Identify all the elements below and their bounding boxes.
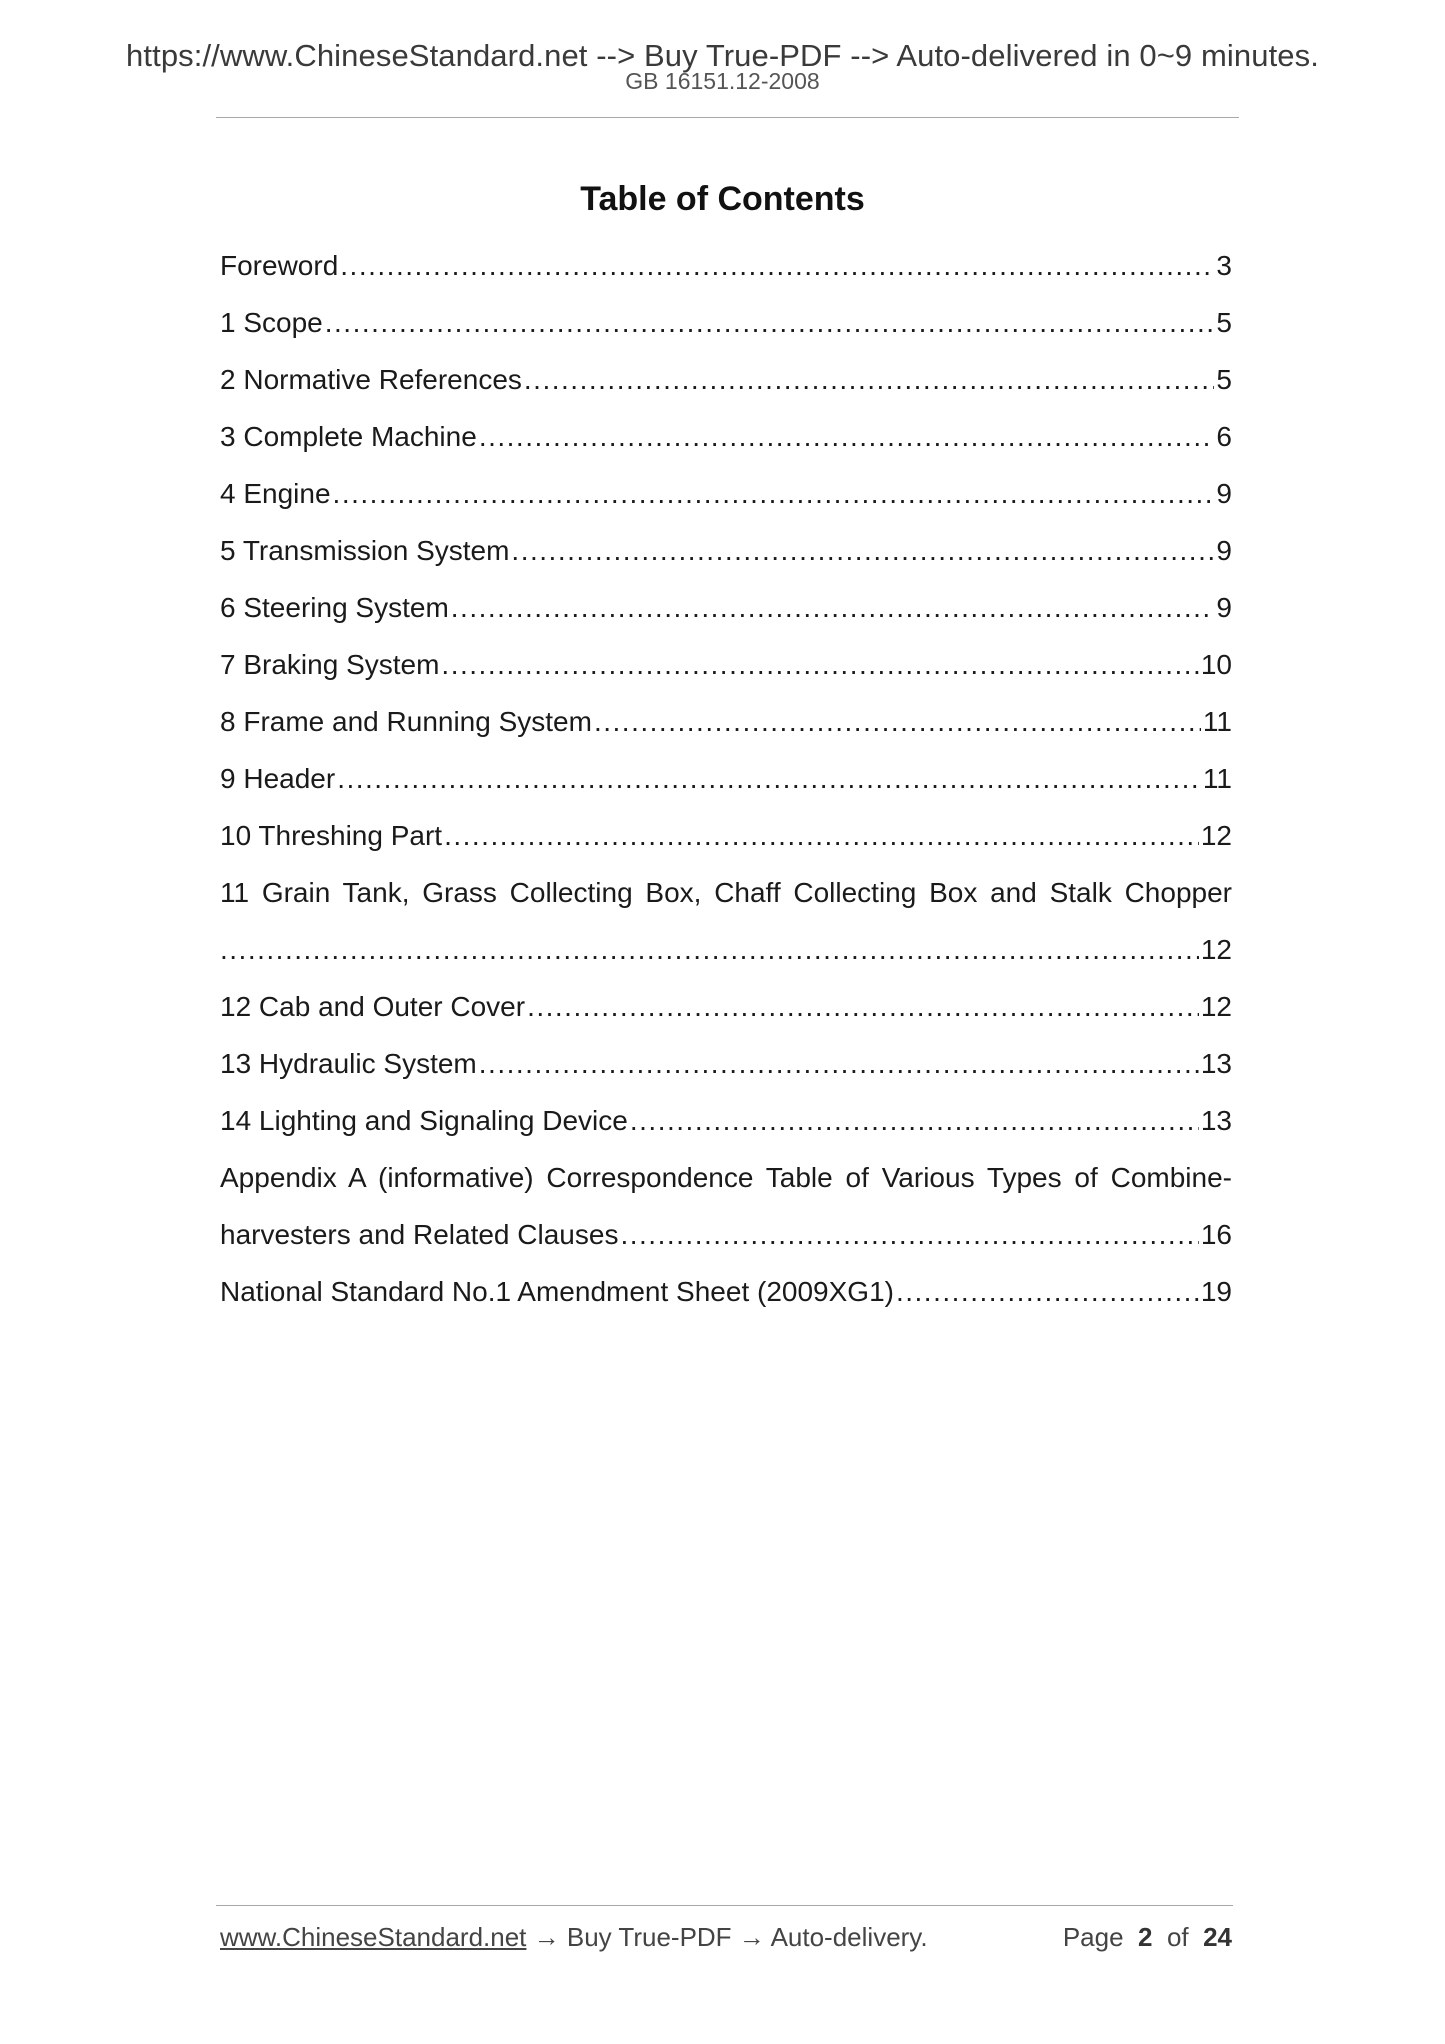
toc-entry-amendment-sheet[interactable] bbox=[220, 1272, 1232, 1329]
toc-entry-scope[interactable] bbox=[220, 303, 1232, 360]
toc-entry-page: 13 bbox=[1200, 1105, 1232, 1136]
toc-entry-page: 5 bbox=[1216, 307, 1232, 338]
toc-entry-label: 4 Engine bbox=[220, 478, 331, 509]
toc-entry-grain-tank-line2[interactable] bbox=[220, 930, 1232, 987]
toc-entry-frame-and-running-system[interactable] bbox=[220, 702, 1232, 759]
toc-leader-dots bbox=[630, 1101, 1199, 1141]
toc-entry-complete-machine[interactable] bbox=[220, 417, 1232, 474]
toc-entry-page: 16 bbox=[1200, 1219, 1232, 1250]
toc-leader-dots bbox=[527, 987, 1199, 1027]
toc-entry-label: 13 Hydraulic System bbox=[220, 1048, 477, 1079]
toc-leader-dots bbox=[333, 474, 1215, 514]
toc-title: Table of Contents bbox=[580, 180, 865, 218]
toc-entry-page: 11 bbox=[1202, 706, 1232, 737]
footer-tagline: → Buy True-PDF → Auto-delivery. bbox=[526, 1922, 928, 1952]
toc-leader-dots bbox=[511, 531, 1214, 571]
toc-entry-label: National Standard No.1 Amendment Sheet (2009XG1) bbox=[220, 1276, 894, 1307]
document-code: GB 16151.12-2008 bbox=[625, 68, 820, 94]
toc-entry-page: 12 bbox=[1200, 820, 1232, 851]
toc-entry-page: 13 bbox=[1200, 1048, 1232, 1079]
toc-leader-dots bbox=[594, 702, 1201, 742]
toc-entry-foreword[interactable] bbox=[220, 246, 1232, 303]
toc-entry-page: 11 bbox=[1202, 763, 1232, 794]
toc-entry-grain-tank-line1[interactable] bbox=[220, 873, 1232, 930]
toc-leader-dots bbox=[325, 303, 1215, 343]
toc-entry-cab-and-outer-cover[interactable] bbox=[220, 987, 1232, 1044]
page-total: 24 bbox=[1203, 1922, 1232, 1952]
toc-leader-dots bbox=[451, 588, 1215, 628]
source-banner: https://www.ChineseStandard.net --> Buy True-PDF --> Auto-delivered in 0~9 minutes. bbox=[126, 38, 1319, 73]
toc-entry-label: 6 Steering System bbox=[220, 592, 449, 623]
toc-leader-dots bbox=[337, 759, 1201, 799]
toc-leader-dots bbox=[524, 360, 1215, 400]
toc-entry-page: 10 bbox=[1200, 649, 1232, 680]
toc-entry-hydraulic-system[interactable] bbox=[220, 1044, 1232, 1101]
toc-entry-label: 1 Scope bbox=[220, 307, 323, 338]
toc-entry-label: harvesters and Related Clauses bbox=[220, 1219, 619, 1250]
toc-entry-braking-system[interactable] bbox=[220, 645, 1232, 702]
toc-entry-label: 7 Braking System bbox=[220, 649, 440, 680]
toc-entry-appendix-a-line2[interactable] bbox=[220, 1215, 1232, 1272]
toc-entry-steering-system[interactable] bbox=[220, 588, 1232, 645]
toc-entry-page: 19 bbox=[1200, 1276, 1232, 1307]
page-counter bbox=[1063, 1922, 1232, 1953]
toc-entry-lighting-and-signaling[interactable] bbox=[220, 1101, 1232, 1158]
footer-divider bbox=[216, 1905, 1233, 1906]
toc-entry-label: 3 Complete Machine bbox=[220, 421, 477, 452]
footer-site-link[interactable]: www.ChineseStandard.net bbox=[220, 1922, 527, 1952]
page-current: 2 bbox=[1138, 1922, 1153, 1952]
toc-leader-dots bbox=[620, 1215, 1198, 1255]
footer-source bbox=[220, 1922, 928, 1953]
toc-entry-label: 12 Cab and Outer Cover bbox=[220, 991, 526, 1022]
toc-entry-label: 10 Threshing Part bbox=[220, 820, 443, 851]
toc-entry-label: 8 Frame and Running System bbox=[220, 706, 592, 737]
toc-entry-page: 9 bbox=[1216, 535, 1232, 566]
toc-entry-page: 6 bbox=[1216, 421, 1232, 452]
toc-entry-engine[interactable] bbox=[220, 474, 1232, 531]
header-divider bbox=[216, 117, 1239, 118]
toc-leader-dots bbox=[896, 1272, 1199, 1312]
toc-leader-dots bbox=[479, 417, 1215, 457]
toc-entry-label: 2 Normative References bbox=[220, 364, 522, 395]
toc-entry-label: Foreword bbox=[220, 250, 339, 281]
toc-leader-dots bbox=[340, 246, 1214, 286]
toc-entry-page: 9 bbox=[1216, 478, 1232, 509]
toc-entry-header[interactable] bbox=[220, 759, 1232, 816]
toc-entry-transmission-system[interactable] bbox=[220, 531, 1232, 588]
toc-entry-label: 14 Lighting and Signaling Device bbox=[220, 1105, 628, 1136]
toc-entry-label: Appendix A (informative) Correspondence Table of Various Types of Combine- bbox=[220, 1162, 1232, 1193]
toc-leader-dots bbox=[444, 816, 1199, 856]
toc-leader-dots bbox=[220, 930, 1199, 970]
toc-entry-page: 12 bbox=[1200, 934, 1232, 965]
toc-entry-label: 5 Transmission System bbox=[220, 535, 510, 566]
toc-entry-threshing-part[interactable] bbox=[220, 816, 1232, 873]
toc-entry-normative-references[interactable] bbox=[220, 360, 1232, 417]
toc-entry-appendix-a-line1[interactable] bbox=[220, 1158, 1232, 1215]
page-of: of bbox=[1166, 1922, 1189, 1952]
toc-entry-label: 9 Header bbox=[220, 763, 336, 794]
page-word: Page bbox=[1062, 1922, 1124, 1952]
table-of-contents bbox=[220, 246, 1232, 1329]
toc-entry-page: 9 bbox=[1216, 592, 1232, 623]
toc-entry-page: 5 bbox=[1216, 364, 1232, 395]
toc-entry-label: 11 Grain Tank, Grass Collecting Box, Chaff Collecting Box and Stalk Chopper bbox=[220, 877, 1232, 908]
toc-entry-page: 12 bbox=[1200, 991, 1232, 1022]
toc-leader-dots bbox=[441, 645, 1198, 685]
toc-leader-dots bbox=[479, 1044, 1199, 1084]
toc-entry-page: 3 bbox=[1216, 250, 1232, 281]
